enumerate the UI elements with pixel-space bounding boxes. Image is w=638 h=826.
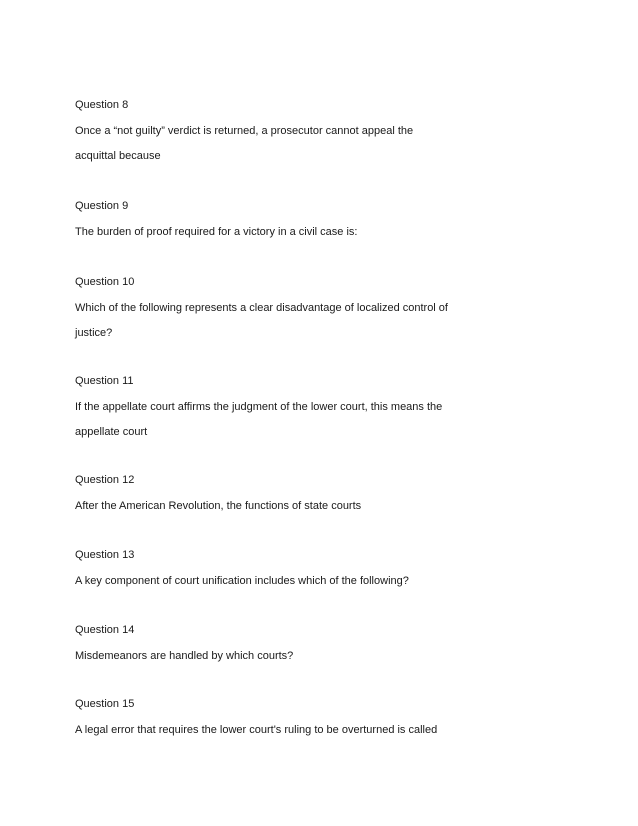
question-title: Question 9 [75,200,129,212]
question-9 [75,200,555,239]
question-11 [75,375,555,439]
question-8 [75,99,555,163]
question-text-line: Once a “not guilty” verdict is returned, a prosecutor cannot appeal the [75,125,414,137]
question-text-line: The burden of proof required for a victory in a civil case is: [75,226,358,238]
question-text-line: Misdemeanors are handled by which courts? [75,650,294,662]
question-text-line: Which of the following represents a clear disadvantage of localized control of [75,302,448,314]
question-text-line: appellate court [75,426,148,438]
question-title: Question 8 [75,99,129,111]
question-text-line: justice? [75,327,113,339]
question-title: Question 15 [75,698,135,710]
question-title: Question 13 [75,549,135,561]
question-text-line: If the appellate court affirms the judgment of the lower court, this means the [75,401,443,413]
question-text-line: A key component of court unification includes which of the following? [75,575,409,587]
question-title: Question 10 [75,276,135,288]
question-10 [75,276,555,340]
question-title: Question 11 [75,375,134,387]
question-title: Question 14 [75,624,135,636]
question-12 [75,474,555,513]
question-title: Question 12 [75,474,135,486]
question-14 [75,624,555,663]
question-text-line: acquittal because [75,150,161,162]
question-text-line: After the American Revolution, the functions of state courts [75,500,362,512]
question-text-line: A legal error that requires the lower court's ruling to be overturned is called [75,724,438,736]
question-13 [75,549,555,588]
question-15 [75,698,555,737]
